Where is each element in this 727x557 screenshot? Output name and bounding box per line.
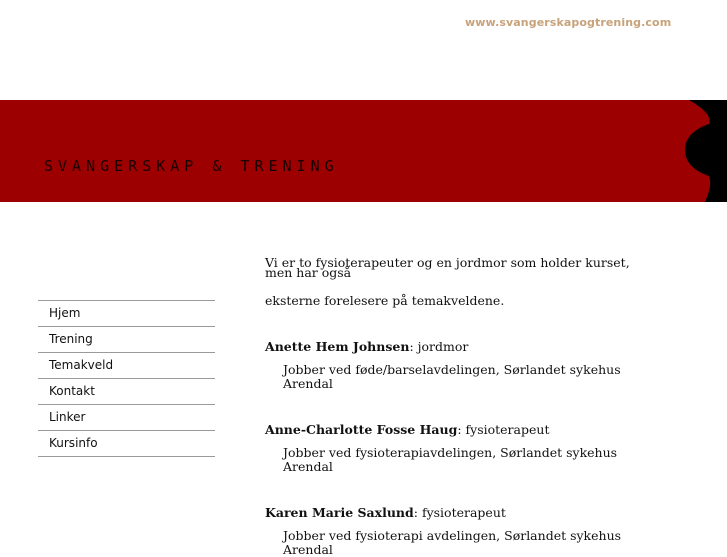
nav-item-hjem[interactable]: Hjem bbox=[38, 301, 215, 327]
staff-entry bbox=[265, 506, 650, 557]
staff-entry bbox=[265, 423, 650, 474]
nav-item-trening[interactable]: Trening bbox=[38, 327, 215, 353]
staff-heading bbox=[265, 423, 650, 437]
site-title: SVANGERSKAP & TRENING bbox=[44, 157, 339, 175]
nav-item-linker[interactable]: Linker bbox=[38, 405, 215, 431]
intro-text-line2: eksterne forelesere på temakveldene. bbox=[265, 293, 505, 308]
nav-item-kontakt[interactable]: Kontakt bbox=[38, 379, 215, 405]
nav-item-kursinfo[interactable]: Kursinfo bbox=[38, 431, 215, 457]
staff-name: Anne-Charlotte Fosse Haug bbox=[265, 422, 458, 437]
nav-item-temakveld[interactable]: Temakveld bbox=[38, 353, 215, 379]
staff-role: : fysioterapeut bbox=[457, 422, 550, 437]
staff-name: Anette Hem Johnsen bbox=[265, 339, 410, 354]
staff-name: Karen Marie Saxlund bbox=[265, 505, 414, 520]
banner-decoration-graphic bbox=[679, 100, 727, 202]
staff-description: Jobber ved føde/barselavdelingen, Sørlandet sykehus Arendal bbox=[283, 362, 621, 391]
staff-heading bbox=[265, 506, 650, 520]
main-content bbox=[265, 255, 650, 557]
header-banner bbox=[0, 100, 727, 202]
staff-description: Jobber ved fysioterapi avdelingen, Sørlandet sykehus Arendal bbox=[283, 528, 622, 557]
staff-entry bbox=[265, 340, 650, 391]
staff-description: Jobber ved fysioterapiavdelingen, Sørlandet sykehus Arendal bbox=[283, 445, 618, 474]
staff-heading bbox=[265, 340, 650, 354]
site-url-link[interactable]: www.svangerskapogtrening.com bbox=[465, 16, 672, 29]
intro-text-line1: Vi er to fysioterapeuter og en jordmor som holder kurset, men har også bbox=[265, 255, 630, 280]
staff-role: : jordmor bbox=[409, 339, 469, 354]
staff-role: : fysioterapeut bbox=[413, 505, 506, 520]
main-nav bbox=[38, 300, 215, 457]
